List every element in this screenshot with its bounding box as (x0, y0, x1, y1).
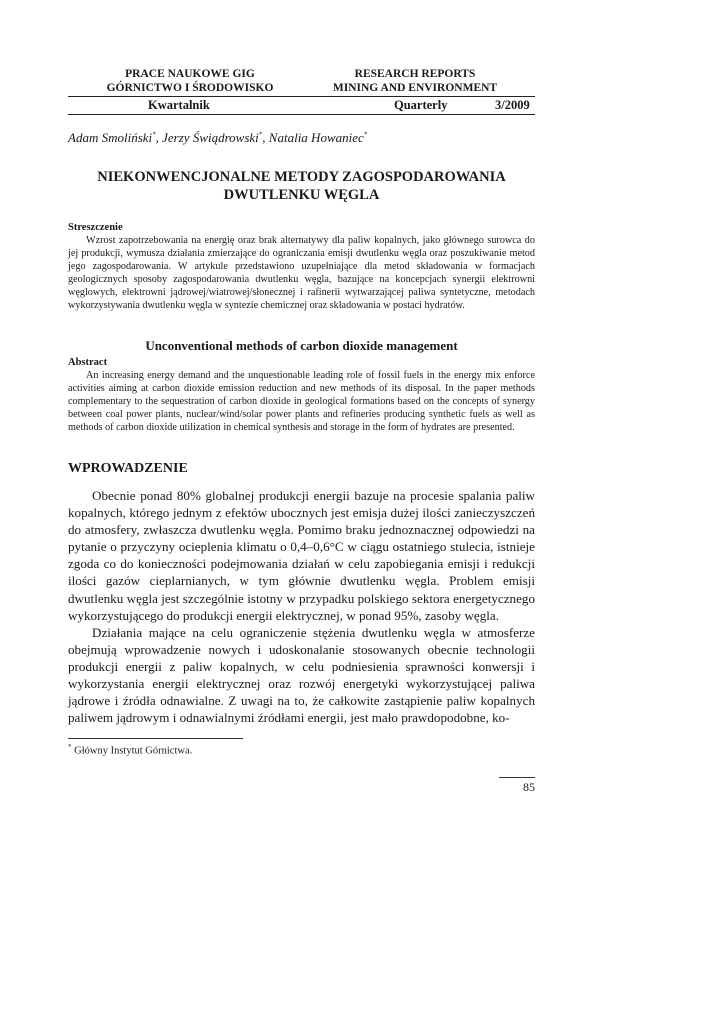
running-header (68, 67, 535, 97)
kwartalnik-label: Kwartalnik (148, 98, 210, 112)
author-footnote-mark: * (258, 130, 263, 139)
title-line: DWUTLENKU WĘGLA (223, 187, 380, 203)
header-left (90, 67, 290, 95)
abstract-heading: Abstract (68, 357, 108, 368)
abstract-text: An increasing energy demand and the unquestionable leading role of fossil fuels in the energy mix enforce activities aiming at carbon dioxide emission reduction and new methods of its disposal. In the paper methods complementary to the sequestration of carbon dioxide in geological formations based on the concepts of synergy between coal power plants, nuclear/wind/solar power plants and refineries producing synthetic fuels as well as methods of carbon dioxide utilization in chemical synthesis and storage in the form of hydrates are presented. (68, 370, 535, 433)
issue-number: 3/2009 (495, 98, 530, 112)
section-heading: WPROWADZENIE (68, 461, 188, 476)
header-right (330, 67, 500, 95)
author-footnote-mark: * (363, 130, 368, 139)
body-text (68, 487, 535, 726)
streszczenie-text: Wzrost zapotrzebowania na energię oraz brak alternatywy dla paliw kopalnych, jako głównego surowca do jej produkcji, wymusza działania zmierzające do ograniczania emisji dwutlenku węgla oraz poszukiwanie metod jego zagospodarowania. W artykule przedstawiono uzupełniające dla metod składowania w formacjach geologicznych sposoby zagospodarowania dwutlenku węgla, bazujące na koncepcjach synergii elektrowni węglowych, elektrowni jądrowej/wiatrowej/słonecznej i rafinerii wytwarzającej paliwa syntetyczne, metodach wykorzystywania dwutlenku węgla w syntezie chemicznej oraz składowania w postaci hydratów. (68, 235, 535, 311)
title-line: NIEKONWENCJONALNE METODY ZAGOSPODAROWANIA (97, 169, 506, 185)
page-number-rule (499, 777, 535, 778)
paragraph: Działania mające na celu ograniczenie stężenia dwutlenku węgla w atmosferze obejmują wprowadzenie nowych i udoskonalanie stosowanych obecnie technologii produkcji energii z paliw kopalnych, w celu podniesienia sprawności konwersji i wykorzystania energii elektrycznej oraz rozwój energetyki wykorzystującej paliwa jądrowe i źródła odnawialne. Z uwagi na to, że całkowite zastąpienie paliw kopalnych paliwem jądrowym i odnawialnymi źródłami energii, jest mało prawdopodobne, ko- (68, 624, 535, 726)
header-rule-top (68, 96, 535, 97)
journal-name-pl: PRACE NAUKOWE GIG (125, 68, 255, 80)
footnote (68, 743, 192, 757)
english-title: Unconventional methods of carbon dioxide management (145, 338, 458, 353)
author-footnote-mark: * (152, 130, 156, 139)
footnote-text: Główny Instytut Górnictwa. (71, 745, 193, 757)
author-name: Jerzy Świądrowski (162, 130, 259, 145)
header-rule-bottom (68, 114, 535, 115)
author-list: Adam Smoliński*, Jerzy Świądrowski*, Natalia Howaniec* (68, 130, 368, 145)
author-name: Natalia Howaniec (268, 130, 364, 145)
journal-subtitle-pl: GÓRNICTWO I ŚRODOWISKO (106, 82, 274, 94)
footnote-rule (68, 738, 243, 739)
author-name: Adam Smoliński (68, 130, 153, 145)
header-issue-row (68, 98, 535, 114)
journal-subtitle-en: MINING AND ENVIRONMENT (332, 82, 498, 94)
journal-name-en: RESEARCH REPORTS (354, 68, 476, 80)
streszczenie-heading: Streszczenie (68, 222, 123, 233)
quarterly-label: Quarterly (394, 98, 448, 112)
footnote-mark: * (68, 743, 72, 751)
paragraph: Obecnie ponad 80% globalnej produkcji energii bazuje na procesie spalania paliw kopalnych, którego jednym z efektów ubocznych jest emisja dużej ilości zanieczyszczeń do atmosfery, zwłaszcza dwutlenku węgla. Pomimo braku jednoznacznej odpowiedzi na pytanie o przyczyny ocieplenia klimatu o 0,4–0,6°C w ciągu ostatniego stulecia, istnieje zgoda co do konieczności podejmowania działań w celu zapobiegania emisji i redukcji ilości gazów cieplarnianych, w tym głównie dwutlenku węgla. Problem emisji dwutlenku węgla jest szczególnie istotny w przypadku polskiego sektora energetycznego wykorzystującego do produkcji energii elektrycznej, w ponad 95%, zasoby węgla. (68, 488, 535, 623)
paper-title (68, 168, 535, 204)
page-number: 85 (523, 780, 535, 794)
